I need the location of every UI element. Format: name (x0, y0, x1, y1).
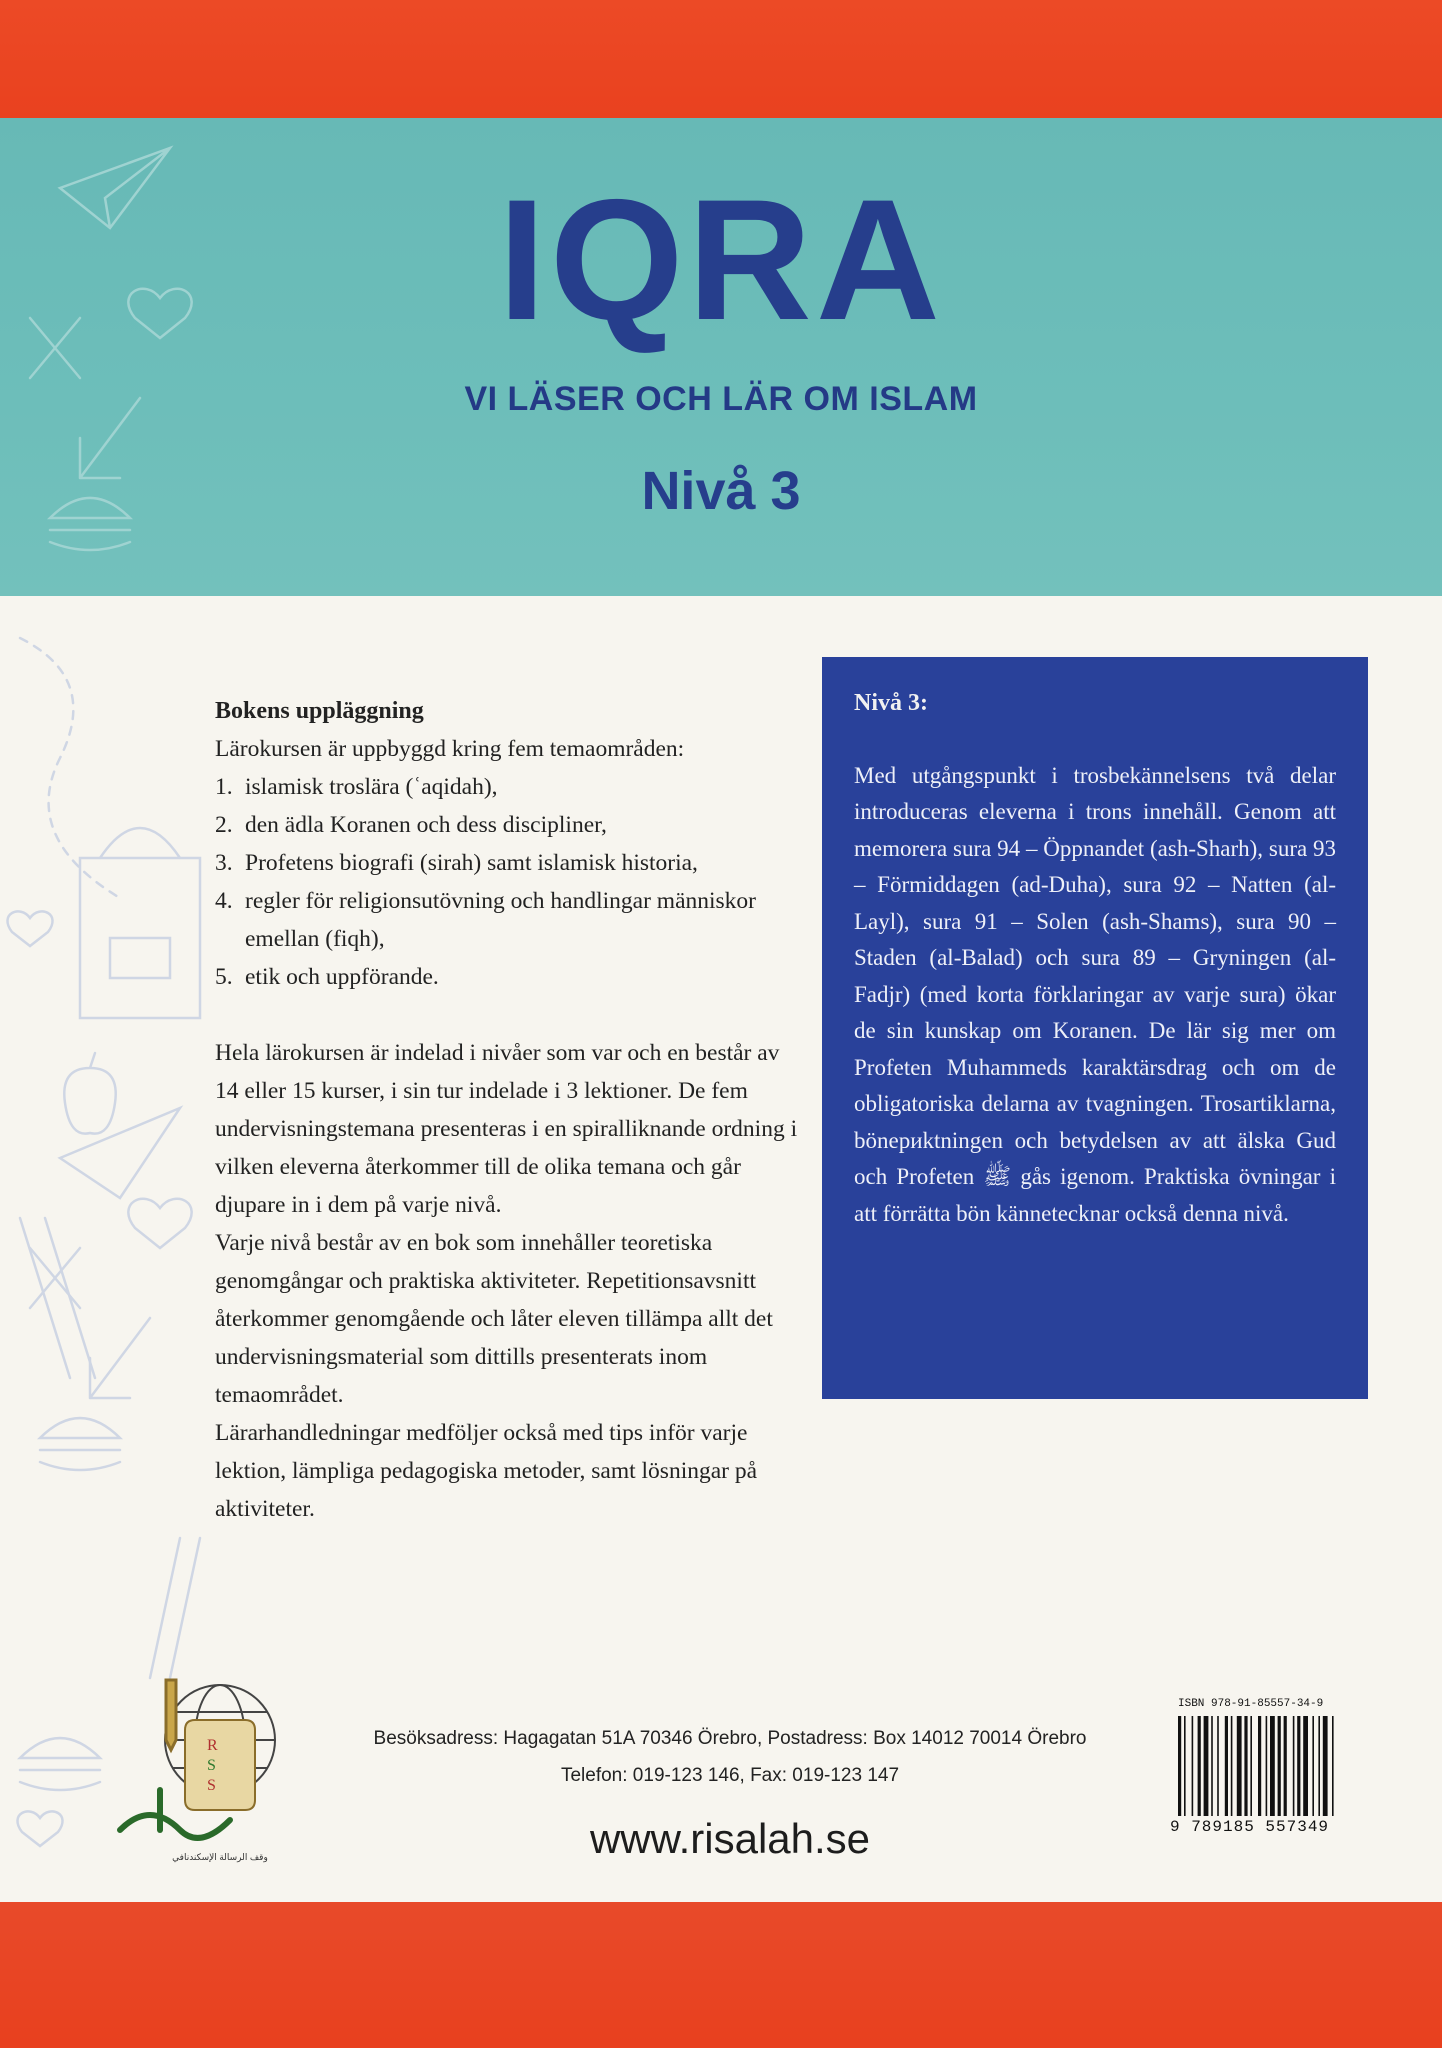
book-structure-section (215, 692, 805, 1528)
isbn-barcode (1170, 1698, 1370, 1838)
theme-item (215, 882, 805, 958)
book-title: IQRA (498, 164, 944, 356)
paper-plane-icon-2 (60, 1108, 180, 1198)
bottom-red-band (0, 1902, 1442, 2048)
theme-text: regler för religionsutövning och handlingar människor emellan (fiqh), (245, 888, 756, 952)
burger-icon-3 (20, 1738, 100, 1790)
scroll-icon (185, 1720, 255, 1810)
backpack-icon (80, 828, 200, 1018)
spacer (215, 996, 805, 1034)
svg-text:S: S (207, 1777, 216, 1794)
arrow-icon-2 (90, 1318, 150, 1398)
logo-caption: وقف الرسالة الإسكندنافي (172, 1852, 268, 1862)
level-box-text: Med utgångspunkt i trosbekännelsens två delar introduceras eleverna i trons innehåll. Genom att memorera sura 94 – Öppnandet (ash-Sharh), sura 93 – Förmiddagen (ad-Duha), sura 92 – Natten (al-Layl), sura 91 – Solen (ash-Shams), sura 90 – Staden (al-Balad) och sura 89 – Gryningen (al-Fadjr) (med korta förklaringar av varje sura) ökar de sin kunskap om Koranen. De lär sig mer om Profeten Muhammeds karaktärsdrag och om de obligatoriska delarna av tvagningen. Trosartiklarna, bönериktningen och betydelsen av att älska Gud och Profeten ﷺ gås igenom. Praktiska övningar i att förrätta bön kännetecknar också denna nivå. (854, 762, 1336, 1226)
structure-intro: Lärokursen är uppbyggd kring fem temaområden: (215, 736, 685, 762)
theme-item (215, 844, 805, 882)
pencil-icon-2 (150, 1538, 200, 1678)
level-description-box (822, 657, 1368, 1399)
theme-number: 4. (215, 888, 233, 914)
theme-number: 1. (215, 774, 233, 800)
heart-icon-2 (7, 911, 52, 946)
theme-number: 2. (215, 812, 233, 838)
publisher-website: www.risalah.se (589, 1815, 871, 1862)
isbn-label: ISBN 978-91-85557-34-9 (1178, 1698, 1324, 1710)
theme-item (215, 768, 805, 806)
structure-paragraph: Varje nivå består av en bok som innehåller teoretiska genomgångar och praktiska aktiviteter. Repetitionsavsnitt återkommer genomgående och låter eleven tillämpa allt det undervisningsmaterial som dittills presenterats inom temaområdet. (215, 1230, 773, 1408)
theme-number: 3. (215, 850, 233, 876)
structure-heading: Bokens uppläggning (215, 698, 424, 724)
theme-text: den ädla Koranen och dess discipliner, (245, 812, 607, 838)
publisher-logo (100, 1670, 340, 1880)
pen-nib-icon (166, 1680, 176, 1750)
publisher-address: Besöksadress: Hagagatan 51A 70346 Örebro, Postadress: Box 14012 70014 Örebro (373, 1728, 1087, 1749)
theme-text: etik och uppförande. (245, 964, 439, 990)
heart-icon-4 (17, 1811, 62, 1846)
theme-number: 5. (215, 964, 233, 990)
theme-item (215, 958, 805, 996)
svg-text:S: S (207, 1757, 216, 1774)
book-level: Nivå 3 (641, 461, 801, 521)
structure-paragraph: Hela lärokursen är indelad i nivåer som var och en består av 14 eller 15 kurser, i sin tur indelade i 3 lektioner. De fem undervisningstemana presenteras i en spiralliknande ordning i vilken eleverna återkommer till de olika temana och går djupare in i dem på varje nivå. (215, 1040, 798, 1218)
pencil-icon (20, 1218, 95, 1378)
publisher-phone: Telefon: 019-123 146, Fax: 019-123 147 (560, 1765, 900, 1786)
structure-paragraph: Lärarhandledningar medföljer också med tips inför varje lektion, lämpliga pedagogiska metoder, samt lösningar på aktiviteter. (215, 1420, 758, 1522)
top-red-band (0, 0, 1442, 118)
theme-text: Profetens biografi (sirah) samt islamisk historia, (245, 850, 698, 876)
barcode-number: 9 789185 557349 (1170, 1818, 1330, 1836)
theme-text: islamisk troslära (ʿaqidah), (245, 774, 498, 800)
heart-icon-3 (128, 1199, 191, 1248)
theme-item (215, 806, 805, 844)
theme-list (215, 768, 805, 996)
svg-text:R: R (207, 1737, 218, 1754)
book-subtitle: VI LÄSER OCH LÄR OM ISLAM (464, 380, 978, 418)
level-box-heading: Nivå 3: (854, 690, 928, 716)
burger-icon-2 (40, 1418, 120, 1470)
apple-icon (64, 1053, 115, 1134)
